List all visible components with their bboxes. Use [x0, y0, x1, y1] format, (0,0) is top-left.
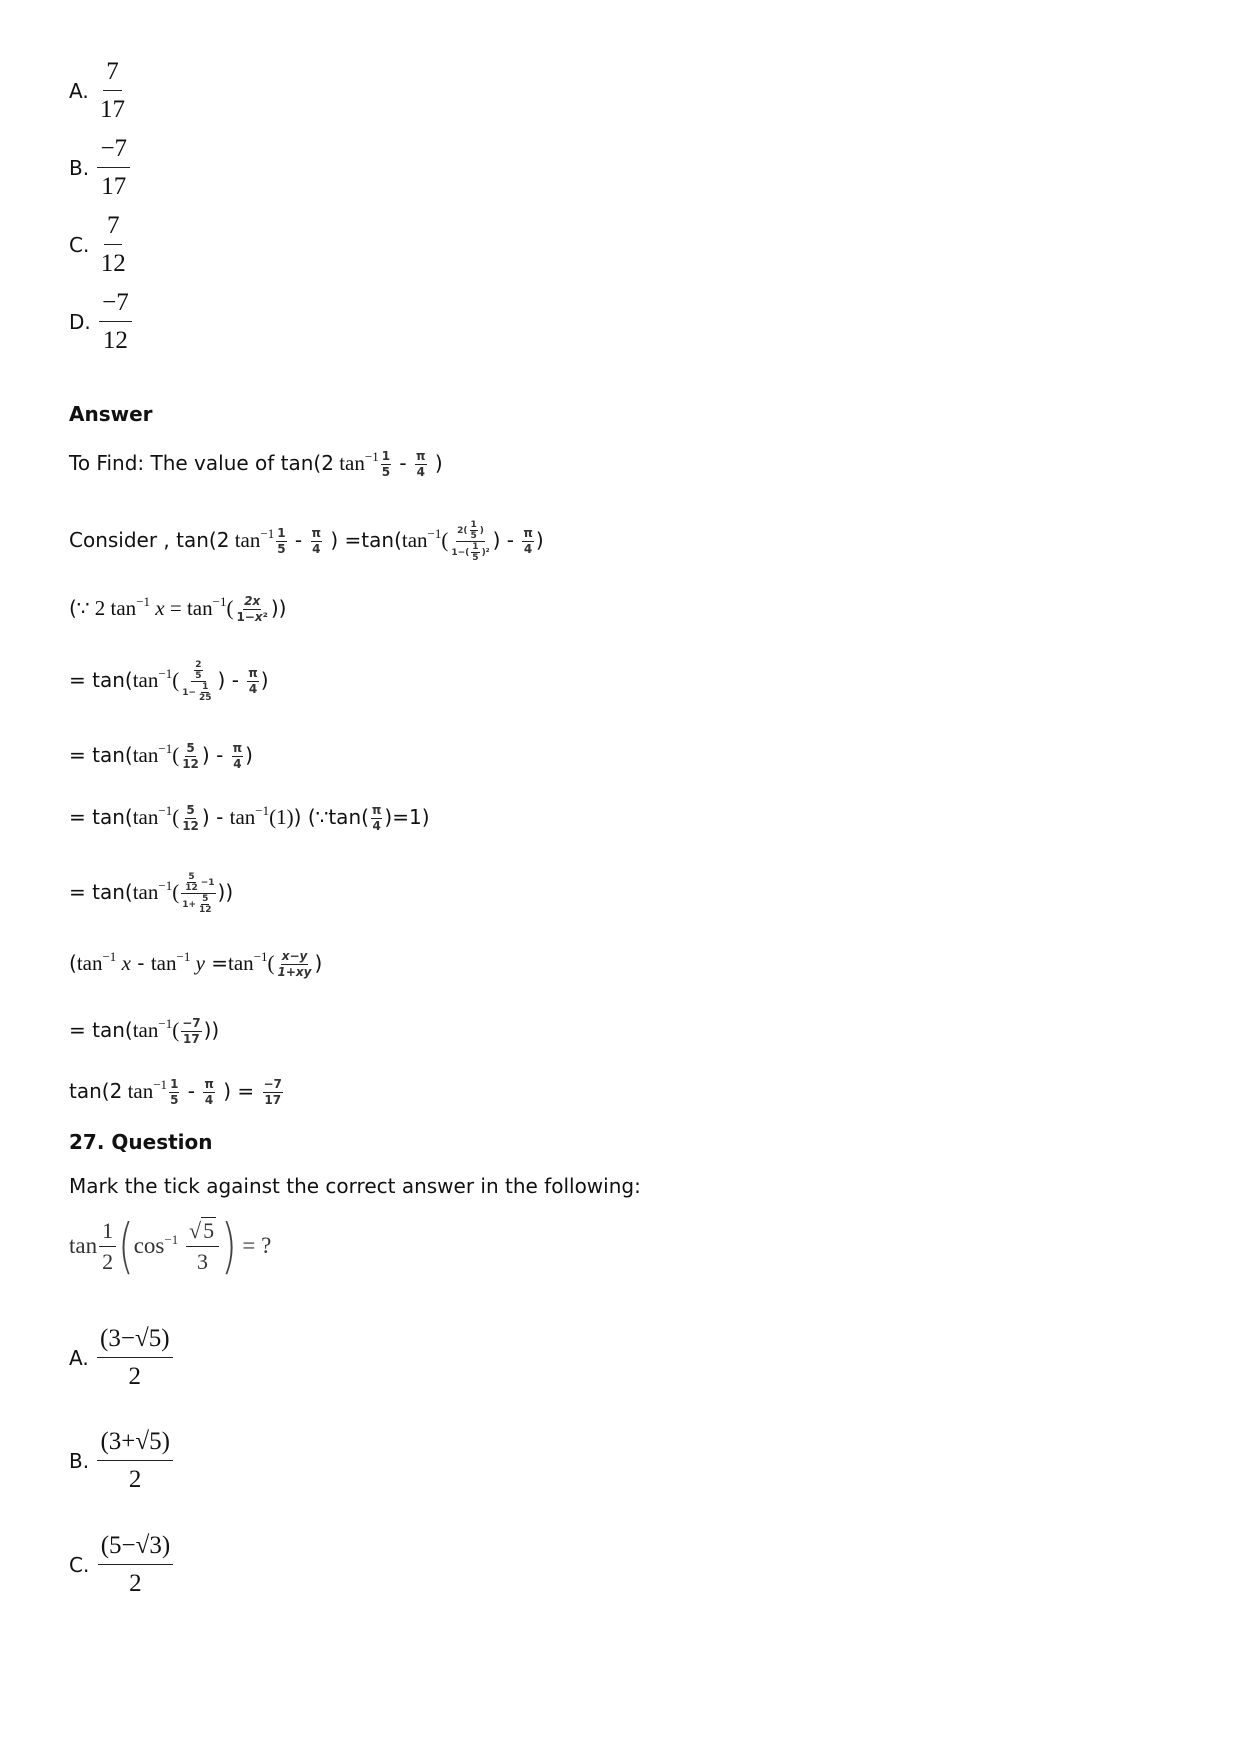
option-label: A. — [69, 79, 89, 103]
option-label: A. — [69, 1346, 89, 1370]
option-a[interactable] — [69, 58, 130, 124]
to-find-line: To Find: The value of tan(2 $\tan^{-1}$ $\frac{1}{5}$ - $\frac{\pi}{4}$ ) — [69, 449, 443, 479]
option-c[interactable] — [69, 212, 131, 278]
option-label: B. — [69, 1449, 90, 1473]
question-27-heading: 27. Question — [69, 1130, 213, 1154]
q27-option-a[interactable] — [69, 1325, 175, 1391]
option-label: B. — [69, 156, 90, 180]
identity-line: (∵ 2 $\tan^{-1} x = \tan^{-1}$( $\frac{2x}{\text{1−x²}}$ )) — [69, 594, 287, 624]
option-label: C. — [69, 1553, 90, 1577]
formula-line: ($\tan^{-1}$ $x - \tan^{-1} y =\tan^{-1}$( $\frac{x-y}{1+xy}$ ) — [69, 949, 323, 979]
option-fraction: $\frac{7}{12}$ — [100, 212, 126, 277]
option-fraction: $\frac{7}{17}$ — [100, 58, 126, 123]
option-fraction: $\frac{(5-√3)}{2}$ — [98, 1532, 173, 1598]
option-fraction: $\frac{(3+√5)}{2}$ — [97, 1428, 172, 1494]
option-d[interactable] — [69, 289, 134, 355]
step-4: = $\tan(\tan^{-1}$( $\frac{5}{12}$ −1 1+ $\frac{5}{12}$ )) — [69, 872, 234, 915]
question-27-prompt: Mark the tick against the correct answer in the following: — [69, 1174, 641, 1198]
step-5: = $\tan(\tan^{-1}$( $\frac{-7}{17}$ )) — [69, 1016, 220, 1046]
answer-heading: Answer — [69, 402, 153, 426]
step-3: = $\tan(\tan^{-1}$( $\frac{5}{12}$ ) - $\tan^{-1}(1)$) (∵tan( $\frac{\pi}{4}$ )=1) — [69, 803, 430, 833]
question-27-expression: tan $\frac{1}{2}$ ($\cos^{-1}$ $\frac{√5}{3}$ ) = ? — [69, 1212, 272, 1281]
q27-option-b[interactable] — [69, 1428, 175, 1494]
step-1: = $\tan(\tan^{-1}$( $\frac{2}{5}$ 1− $\frac{1}{25}$ ) - $\frac{\pi}{4}$ ) — [69, 660, 269, 703]
step-2: = $\tan(\tan^{-1}$( $\frac{5}{12}$ ) - $\frac{\pi}{4}$ ) — [69, 741, 253, 771]
option-label: C. — [69, 233, 90, 257]
consider-line: Consider , tan(2 $\tan^{-1}$ $\frac{1}{5}$ - $\frac{\pi}{4}$ ) $=\tan(\tan^{-1}$( 2( $\frac{1}{5}$ ) 1−( $\frac{1}{5}$ )² ) - $\frac{\pi}{4}$ ) — [69, 520, 544, 563]
option-b[interactable] — [69, 135, 132, 201]
option-fraction: $\frac{-7}{12}$ — [99, 289, 132, 355]
final-result: tan(2 $\tan^{-1}$ $\frac{1}{5}$ - $\frac{\pi}{4}$ ) = $\frac{-7}{17}$ — [69, 1077, 282, 1107]
option-fraction: $\frac{(3-√5)}{2}$ — [97, 1325, 172, 1391]
option-fraction: $\frac{-7}{17}$ — [97, 135, 130, 201]
q27-option-c[interactable] — [69, 1532, 175, 1598]
option-label: D. — [69, 310, 91, 334]
